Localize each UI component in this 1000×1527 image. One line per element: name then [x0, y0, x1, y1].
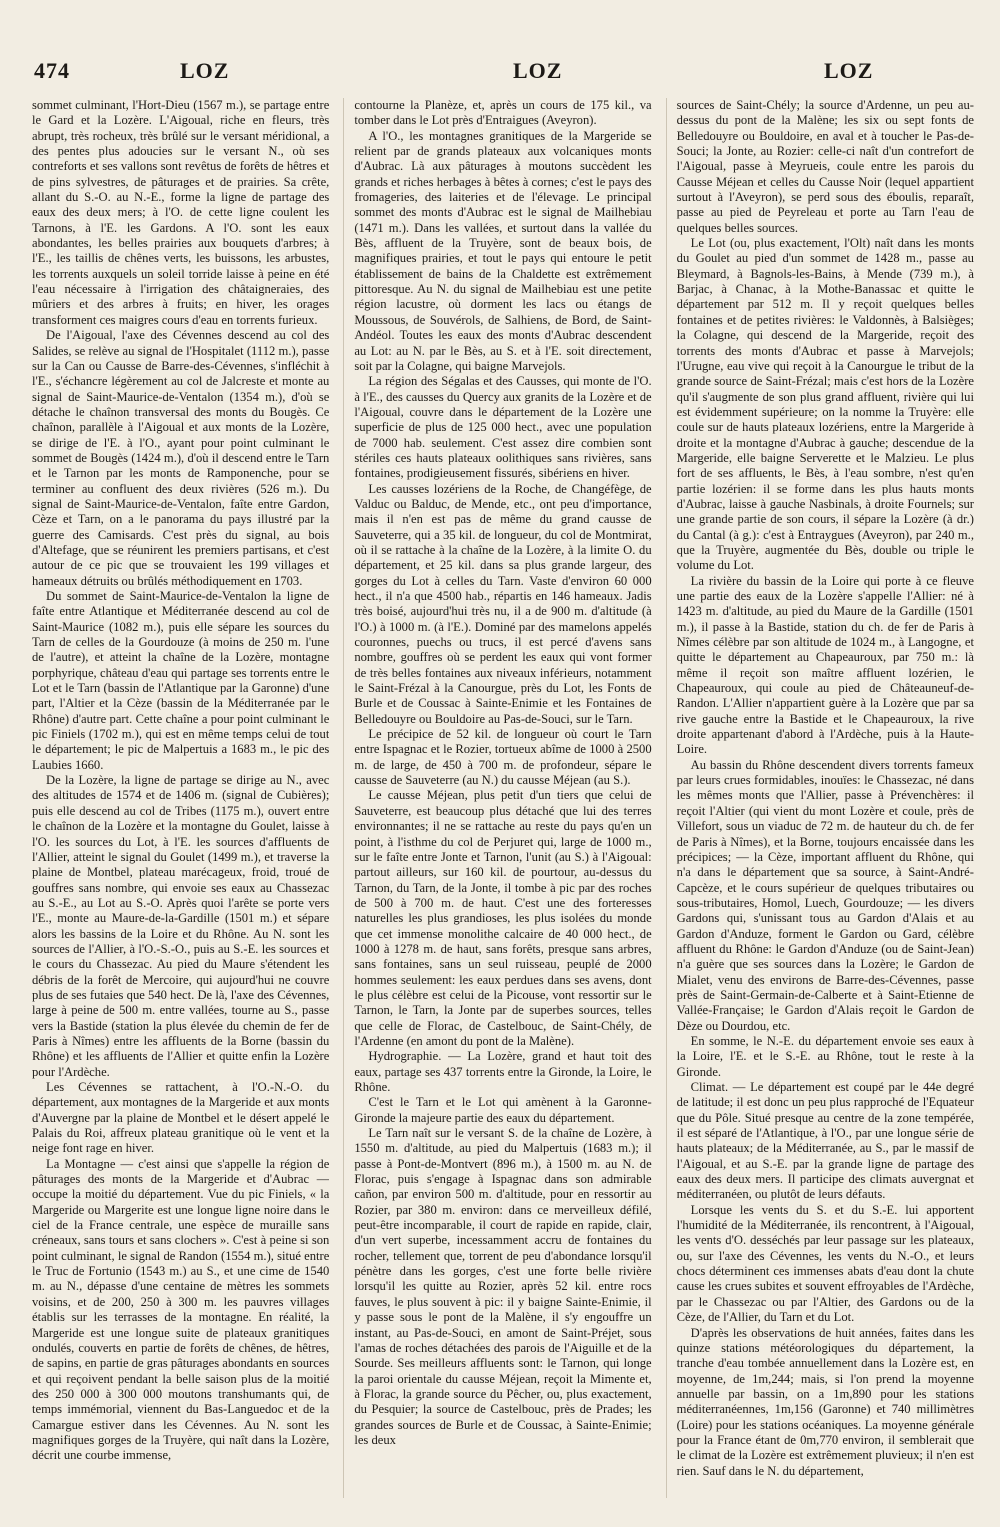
paragraph: sommet culminant, l'Hort-Dieu (1567 m.), se partage entre le Gard et la Lozère. L'Aigoual, riche en fleurs, très abrupt, très rocheux, très brûlé sur le versant méridional, a des pentes plus adoucies sur le versant N., où ses contreforts et ses vallons sont revêtus de forêts de hêtres et de pins sylvestres, de pâturages et de prairies. Sa crête, allant du S.-O. au N.-E., forme la ligne de partage des eaux des deux mers; à l'O. de cette ligne coulent les Tarnons, à l'E. les Gardons. A l'O. sont les eaux abondantes, les belles prairies aux bouquets d'arbres; à l'E., les taillis de chênes verts, les buissons, les arbustes, les torrents auxquels un soleil torride laisse à peine en été l'eau nécessaire à l'irrigation des châtaigneraies, des mûriers et des arbres à fruits; en hiver, les orages transforment ces maigres cours d'eau en torrents furieux. — [32, 98, 330, 327]
paragraph: Le Tarn naît sur le versant S. de la chaîne de Lozère, à 1550 m. d'altitude, au pied du Malpertuis (1683 m.); il passe à Pont-de-Montvert (896 m.), à 1500 m. au N. de Florac, puis s'engage à Ispagnac dans son admirable cañon, par environ 500 m. d'altitude, pour en ressortir au Rozier, par 380 m. environ: dans ce merveilleux défilé, peut-être incomparable, il court de rapide en rapide, clair, d'un vert superbe, incessamment accru de fontaines du rocher, tellement que, torrent de peu d'abondance lorsqu'il pénètre dans les gorges, c'est une forte belle rivière lorsqu'il les quitte au Rozier, après 52 kil. entre rocs fauves, le plus souvent à pic: il y baigne Sainte-Enimie, il y passe sous le pont de la Malène, il s'y engouffre un instant, au Pas-de-Souci, en amont de Saint-Préjet, sous l'amas de roches détachées des parois de l'Aiguille et de la Sourde. Ses meilleurs affluents sont: le Tarnon, qui longe la paroi orientale du causse Méjean, reçoit la Mimente et, à Florac, la grande source du Pêcher, ou, plus exactement, du Pesquier; la source de Castelbouc, près de Prades; les grandes sources de Burle et de Coussac, à Sainte-Enimie; les deux — [354, 1126, 652, 1447]
paragraph: Le Lot (ou, plus exactement, l'Olt) naît dans les monts du Goulet au pied d'un sommet de 1428 m., passe au Bleymard, à Bagnols-les-Bains, à Mende (739 m.), à Barjac, à Chanac, à la Mothe-Banassac et quitte le département par 512 m. Il y reçoit quelques belles fontaines et de petites rivières: le Valdonnès, à Balsièges; la Colagne, qui descend de la Margeride, reçoit des torrents des monts d'Aubrac et passe à Marvejols; l'Urugne, eau vive qui reçoit à la Canourgue le tribut de la grande source de Saint-Frézal; mais c'est hors de la Lozère qu'il s'augmente de son plus grand affluent, rivière qui lui est évidemment supérieure; on la nomme la Truyère: elle coule sur de hauts plateaux lozériens, entre la Margeride à droite et la montagne d'Aubrac à gauche; descendue de la Margeride, elle baigne Serverette et le Malzieu. Le plus fort de ses affluents, le Bès, à l'eau sombre, n'est qu'en partie lozérien: il se forme dans les plus hauts monts d'Aubrac, laisse à gauche Nasbinals, à droite Fournels; sur une grande partie de son cours, il sépare la Lozère (à dr.) du Cantal (à g.): c'est à Entraygues (Aveyron), par 240 m., que la Truyère, augmentée du Bès, double ou triple le volume du Lot. — [676, 236, 974, 573]
page-number: 474 — [34, 58, 70, 83]
paragraph: C'est le Tarn et le Lot qui amènent à la Garonne-Gironde la majeure partie des eaux du département. — [354, 1095, 652, 1125]
paragraph: Le causse Méjean, plus petit d'un tiers que celui de Sauveterre, est beaucoup plus détaché que lui des terres environnantes; il ne se rattache au reste du pays qu'en un point, à l'isthme du col de Perjuret qui, large de 1000 m., sur le faîte entre Jonte et Tarnon, l'unit (au S.) à l'Aigoual: partout ailleurs, sur 160 kil. de pourtour, au-dessus du Tarnon, du Tarn, de la Jonte, il tombe à pic par des roches de 500 à 700 m. de haut. C'est une des forteresses naturelles les plus grandioses, les plus isolées du monde que cet immense monolithe calcaire de 40 000 hect., de 1000 à 1278 m. de haut, sans forêts, presque sans arbres, sans fontaines, sans un seul ruisseau, peuplé de 2000 hommes seulement: les eaux perdues dans ses avens, dont le plus célèbre est celui de la Picouse, vont ressortir sur le Tarnon, le Tarn, la Jonte par de superbes sources, telles que celle de Florac, de Castelbouc, de Saint-Chély, de l'Ardenne (en amont du pont de la Malène). — [354, 788, 652, 1048]
paragraph: Au bassin du Rhône descendent divers torrents fameux par leurs crues formidables, inouïes: le Chassezac, né dans les mêmes monts que l'Allier, passe à Prévenchères: il reçoit l'Altier (qui vient du mont Lozère et coule, près de Villefort, sous un viaduc de 72 m. de hauteur du ch. de fer de Paris à Nîmes), et la Borne, toujours encaissée dans les précipices; — la Cèze, important affluent du Rhône, qui n'a dans le département que sa source, à Saint-André-Capcèze, et le cours supérieur de quelques tributaires ou sous-tributaires, Homol, Luech, Gourdouze; — les divers Gardons qui, s'unissant tous au Gardon d'Alais et au Gardon d'Anduze, forment le Gardon ou Gard, célèbre affluent du Rhône: le Gardon d'Anduze (ou de Saint-Jean) n'a guère que ses sources dans la Lozère; le Gardon de Mialet, venu des environs de Barre-des-Cévennes, passe près de Saint-Germain-de-Calberte et à Saint-Etienne de Vallée-Française; le Gardon d'Alais reçoit le Gardon de Dèze ou Dourdou, etc. — [676, 757, 974, 1033]
paragraph: La région des Ségalas et des Causses, qui monte de l'O. à l'E., des causses du Quercy aux granits de la Lozère et de l'Aigoual, couvre dans le département de la Lozère une superficie de plus de 125 000 hect., avec une population de 7000 hab. seulement. C'est assez dire combien sont stériles ces hauts plateaux oolithiques sans rivières, sans fontaines, prodigieusement fissurés, sibériens en hiver. — [354, 374, 652, 481]
running-head-left: LOZ — [180, 58, 230, 83]
paragraph: La Montagne — c'est ainsi que s'appelle la région de pâturages des monts de la Margeride et d'Aubrac — occupe la moitié du département. Vue du pic Finiels, « la Margeride ou Margerite est une longue ligne noire dans le ciel de la France centrale, une espèce de muraille sans créneaux, sans tours et sans clochers ». C'est à peine si son point culminant, le signal de Randon (1554 m.), situé entre le Truc de Fortunio (1543 m.) au S., et une cime de 1540 m. au N., dépasse d'une centaine de mètres les sommets voisins, et de 200, 250 à 300 m. les pauvres villages établis sur les terrasses de la montagne. En réalité, la Margeride est une longue suite de plateaux granitiques ondulés, couverts en partie de forêts de chênes, de hêtres, de sapins, en partie de gras pâturages abondants en sources et qui reçoivent pendant la belle saison plus de la moitié des 250 000 à 300 000 moutons transhumants qui, de temps immémorial, viennent du Bas-Languedoc et de la Camargue estiver dans les Cévennes. Au N. sont les magnifiques gorges de la Truyère, qui naît dans la Lozère, décrit une courbe immense, — [32, 1156, 330, 1463]
paragraph: La rivière du bassin de la Loire qui porte à ce fleuve une partie des eaux de la Lozère s'appelle l'Allier: né à 1423 m. d'altitude, au pied du Maure de la Gardille (1501 m.), il passe à la Bastide, station du ch. de fer de Paris à Nîmes célèbre par son altitude de 1024 m., à Langogne, et quitte le département au Chapeauroux, par 750 m.: là même il reçoit son maître affluent lozérien, le Chapeauroux, qui coule au pied de Châteauneuf-de-Randon. L'Allier n'appartient guère à la Lozère que par sa rive gauche entre la Bastide et le Chapeauroux, la rive droite appartenant d'abord à l'Ardèche, puis à la Haute-Loire. — [676, 573, 974, 757]
paragraph: contourne la Planèze, et, après un cours de 175 kil., va tomber dans le Lot près d'Entraigues (Aveyron). — [354, 98, 652, 128]
paragraph: De la Lozère, la ligne de partage se dirige au N., avec des altitudes de 1574 et de 1406 m. (signal de Cubières); puis elle descend au col de Tribes (1175 m.), ouvert entre le chaînon de la Lozère et la montagne du Goulet, laisse à l'O. les sources du Lot, à l'E. les sources d'affluents de l'Allier, atteint le signal du Goulet (1499 m.), et traverse la plaine de Montbel, plateau marécageux, froid, troué de gouffres sans nombre, qui envoie ses eaux au Chassezac au S.-E., au Lot au S.-O. Après quoi l'arête se porte vers l'E., monte au Maure-de-la-Gardille (1501 m.) et sépare alors les bassins de la Loire et du Rhône. Au N. sont les sources de l'Allier, à l'O.-S.-O., puis au S.-E. les sources et le cours du Chassezac. Au pied du Maure s'étendent les débris de la forêt de Mercoire, qui aujourd'hui ne couvre plus de ses futaies que 540 hect. De là, l'axe des Cévennes, large à peine de 500 m. entre vallées, tourne au S., passe vers la Bastide (station la plus élevée du chemin de fer de Paris à Nîmes) entre les affluents de la Borne (bassin du Rhône) et les affluents de l'Allier et quitte enfin la Lozère pour l'Ardèche. — [32, 773, 330, 1079]
paragraph: Du sommet de Saint-Maurice-de-Ventalon la ligne de faîte entre Atlantique et Méditerranée descend au col de Saint-Maurice (1082 m.), puis elle sépare les sources du Tarn de celles de la Gourdouze (à moins de 250 m. l'une de l'autre), et atteint la chaîne de la Lozère, montagne porphyrique, château d'eau qui partage ses torrents entre le Lot et le Tarn (bassin de l'Atlantique par la Garonne) d'une part, l'Altier et la Cèze (bassin de la Méditerranée par le Rhône) d'autre part. Cette chaîne a pour point culminant le pic Finiels (1702 m.), qui est en même temps celui de tout le département; le pic de Malpertuis a 1683 m., le pic des Laubies 1660. — [32, 589, 330, 772]
paragraph: De l'Aigoual, l'axe des Cévennes descend au col des Salides, se relève au signal de l'Hospitalet (1112 m.), passe sur la Can ou Causse de Barre-des-Cévennes, s'infléchit à l'E., s'échancre légèrement au col de Jalcreste et monte au signal de Saint-Maurice-de-Ventalon (1354 m.), d'où se détache le chaînon transversal des monts du Bougès. Ce chaînon, parallèle à l'Aigoual et aux monts de la Lozère, se dirige de l'E. à l'O., ayant pour point culminant le sommet de Bougès (1424 m.), d'où il descend entre le Tarn et le Tarnon par les monts de Ramponenche, pour se terminer au confluent des deux rivières (526 m.). Du signal de Saint-Maurice-de-Ventalon, faîte entre Gardon, Cèze et Tarn, on a le panorama du pays illustré par la guerre des Camisards. C'est près du signal, au bois d'Altefage, que se réunirent les premiers partisans, et c'est autour de ce pic que se trouvaient les 199 villages et hameaux détruits ou brûlés méthodiquement en 1703. — [32, 328, 330, 588]
paragraph: Hydrographie. — La Lozère, grand et haut toit des eaux, partage ses 437 torrents entre la Gironde, la Loire, le Rhône. — [354, 1049, 652, 1094]
running-head-center: LOZ — [513, 58, 563, 83]
paragraph: A l'O., les montagnes granitiques de la Margeride se relient par de grands plateaux aux volcaniques monts d'Aubrac. Là aux pâturages à moutons succèdent les grands et riches herbages à bêtes à cornes; c'est le pays des fromageries, des laiteries et de l'élevage. Le principal sommet des monts d'Aubrac est le signal de Mailhebiau (1471 m.). Dans les vallées, et surtout dans la vallée du Bès, affluent de la Truyère, sont de beaux bois, de magnifiques prairies, et tout le pays qui entoure le petit établissement de bains de la Chaldette est extrêmement pittoresque. Au N. du signal de Mailhebiau est une petite région lacustre, où dorment les lacs ou étangs de Moussous, de Souvérols, de Salhiens, de Bord, de Saint-Andéol. Toutes les eaux des monts d'Aubrac descendent au Lot: au N. par le Bès, au S. et à l'E. soit directement, soit par la Colagne, qui baigne Marvejols. — [354, 128, 652, 373]
paragraph: Lorsque les vents du S. et du S.-E. lui apportent l'humidité de la Méditerranée, ils rencontrent, à l'Aigoual, les vents d'O. desséchés par leur passage sur les plateaux, ou, sur l'axe des Cévennes, les vents du N.-O., et leurs chocs déterminent ces immenses abats d'eau dont la chute cause les crues subites et souvent effroyables de l'Ardèche, par le Chassezac ou par l'Altier, des Gardons ou de la Cèze, de l'Allier, du Tarn et du Lot. — [676, 1202, 974, 1325]
text-column-3 — [666, 98, 974, 1498]
running-head — [32, 58, 974, 98]
paragraph: Les Cévennes se rattachent, à l'O.-N.-O. du département, aux montagnes de la Margeride et aux monts d'Auvergne par la plaine de Montbel et le désert appelé le Palais du Roi, affreux plateau granitique où le vent et la neige font rage en hiver. — [32, 1080, 330, 1156]
text-columns — [32, 98, 974, 1498]
paragraph: Le précipice de 52 kil. de longueur où court le Tarn entre Ispagnac et le Rozier, tortueux abîme de 1000 à 2500 m. de large, de 450 à 700 m. de profondeur, sépare le causse de Sauveterre (au N.) du causse Méjean (au S.). — [354, 727, 652, 788]
running-head-right: LOZ — [824, 58, 874, 83]
paragraph: En somme, le N.-E. du département envoie ses eaux à la Loire, l'E. et le S.-E. au Rhône, tout le reste à la Gironde. — [676, 1033, 974, 1079]
paragraph: Climat. — Le département est coupé par le 44e degré de latitude; il est donc un peu plus rapproché de l'Equateur que du Pôle. Situé presque au centre de la zone tempérée, il est séparé de l'Atlantique, à l'O., par une longue série de hauts plateaux; de la Méditerranée, au S., par le massif de l'Aigoual, et au S.-E. par la grande ligne de partage des eaux des deux mers. Il participe des climats auvergnat et méditerranéen, ou plutôt de leurs défauts. — [676, 1080, 974, 1202]
text-column-1 — [32, 98, 329, 1498]
text-column-2 — [343, 98, 651, 1498]
paragraph: D'après les observations de huit années, faites dans les quinze stations météorologiques du département, la tranche d'eau tombée annuellement dans la Lozère est, en moyenne, de 1m,244; mais, si l'on prend la moyenne annuelle par bassin, on a 1m,890 pour les stations méditerranéennes, 1m,156 (Garonne) et 740 millimètres (Loire) pour les stations océaniques. La moyenne générale pour la France étant de 0m,770 environ, il semblerait que le climat de la Lozère est extrêmement pluvieux; il n'en est rien. Sauf dans le N. du département, — [676, 1325, 974, 1478]
paragraph: Les causses lozériens de la Roche, de Changéfège, de Valduc ou Balduc, de Mende, etc., ont peu d'importance, mais il n'en est pas de même du grand causse de Sauveterre, qui a 35 kil. de longueur, du col de Montmirat, où il se rattache à la chaîne de la Lozère, à la limite O. du département, et 25 kil. dans sa plus grande largeur, des gorges du Lot à celles du Tarn. Vaste d'environ 60 000 hect., il n'a que 4500 hab., répartis en 146 hameaux. Jadis très boisé, aujourd'hui très nu, il a de 900 m. d'altitude (à l'O.) à 1000 m. (à l'E.). Dominé par des mamelons appelés couronnes, puechs ou trucs, il est percé d'avens sans nombre, gouffres où se perdent les eaux qui vont former de très belles fontaines aux niveaux inférieurs, notamment le Saint-Frézal à la Canourgue, près du Lot, les Fonts de Burle et de Coussac à Sainte-Enimie et les Fontaines de Belledouyre ou Bouldoire au Pas-de-Souci, sur le Tarn. — [354, 481, 652, 726]
paragraph: sources de Saint-Chély; la source d'Ardenne, un peu au-dessus du pont de la Malène; les six ou sept fonts de Belledouyre ou Bouldoire, en aval et à toucher le Pas-de-Souci; la Jonte, au Rozier: celle-ci naît d'un contrefort de l'Aigoual, passe à Meyrueis, coule entre les parois du Causse Méjean et celles du Causse Noir (lequel appartient surtout à l'Aveyron), se perd sous des éboulis, reparaît, passe au pied de Peyreleau et porte au Tarn l'eau de quelques belles sources. — [676, 98, 974, 235]
